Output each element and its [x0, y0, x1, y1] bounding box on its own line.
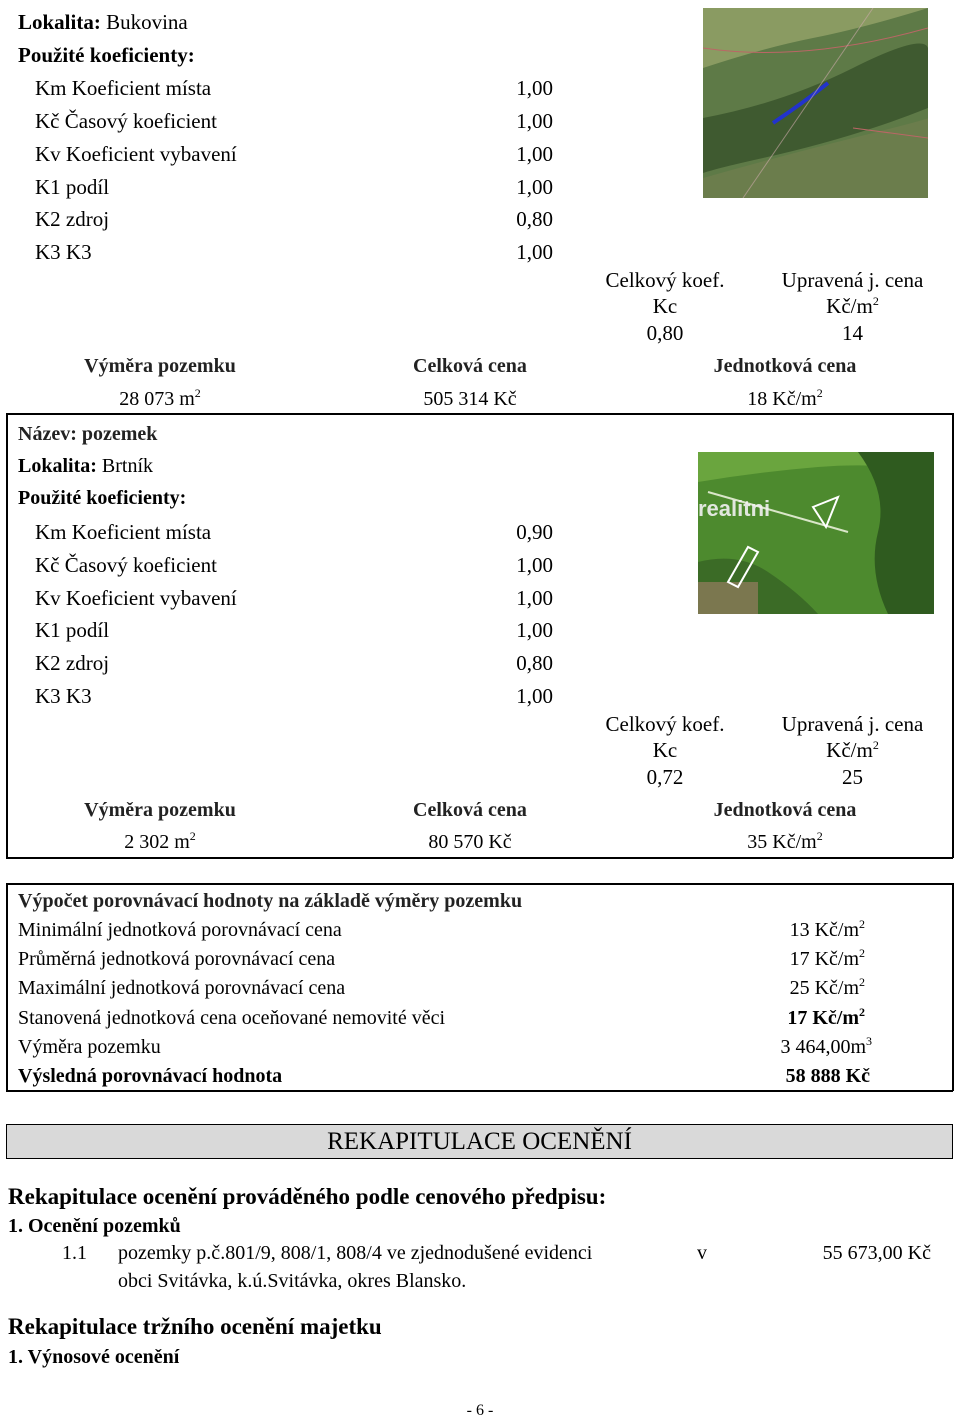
summary-row-label: Stanovená jednotková cena oceňované nemovité věci — [18, 1007, 446, 1029]
value-text: 17 Kč/m — [787, 1007, 859, 1029]
koef-value: 1,00 — [516, 76, 553, 100]
summary-row-value — [660, 948, 865, 971]
koef-name: K1 podíl — [35, 175, 110, 199]
koef-name: Kč Časový koeficient — [35, 109, 217, 133]
koef-name: Kv Koeficient vybavení — [35, 142, 237, 166]
celkovy-koef-value: 0,80 — [646, 321, 684, 345]
block1-bottom-rule — [6, 413, 952, 415]
summary-title: Výpočet porovnávací hodnoty na základě výměry pozemku — [18, 890, 523, 912]
koef-header: Použité koeficienty: — [18, 487, 187, 509]
lokalita-line — [18, 10, 188, 35]
upravena-value: 25 — [842, 765, 863, 789]
sup: 2 — [189, 829, 196, 843]
summary-row-label: Maximální jednotková porovnávací cena — [18, 977, 346, 999]
lokalita-label: Lokalita: — [18, 455, 97, 477]
block2-bottom-border — [6, 857, 953, 859]
koef-value: 0,80 — [516, 207, 553, 231]
koef-name: Kč Časový koeficient — [35, 553, 217, 577]
upravena-unit-text: Kč/m — [826, 294, 873, 318]
banner-title: REKAPITULACE OCENĚNÍ — [327, 1128, 632, 1155]
sup: 2 — [859, 975, 865, 989]
koef-value: 1,00 — [516, 553, 553, 577]
summary-row-label: Minimální jednotková porovnávací cena — [18, 919, 342, 941]
koef-name: K2 zdroj — [35, 651, 110, 675]
upravena-unit-text: Kč/m — [826, 738, 873, 762]
sup: 2 — [816, 829, 823, 843]
jednotkova-value — [665, 388, 905, 411]
koef-name: K3 K3 — [35, 240, 92, 264]
kc-label: Kc — [652, 294, 678, 318]
lokalita-value: Brtník — [101, 455, 154, 477]
map-watermark: realitni — [698, 496, 771, 521]
summary-row-label: Výměra pozemku — [18, 1036, 161, 1058]
jednotkova-value — [665, 831, 905, 854]
kc-label: Kc — [652, 738, 678, 762]
upravena-label: Upravená j. cena — [781, 268, 924, 292]
summary-right-border — [952, 883, 954, 1091]
item-number: 1.1 — [62, 1242, 87, 1264]
upravena-unit — [760, 738, 945, 763]
jednotkova-label: Jednotková cena — [713, 799, 857, 821]
sup: 2 — [194, 386, 201, 400]
jednotkova-value-text: 18 Kč/m — [747, 388, 817, 410]
sup: 2 — [872, 294, 879, 308]
upravena-value: 14 — [842, 321, 863, 345]
summary-row-label: Výsledná porovnávací hodnota — [18, 1065, 283, 1087]
page-number: - 6 - — [466, 1402, 494, 1419]
celkova-label: Celková cena — [413, 799, 527, 821]
koef-value: 1,00 — [516, 175, 553, 199]
heading-cenovy-predpis: Rekapitulace ocenění prováděného podle cenového předpisu: — [8, 1184, 607, 1209]
celkovy-koef-label: Celkový koef. — [605, 712, 725, 736]
summary-top-border — [6, 883, 953, 885]
summary-row-value — [660, 1007, 865, 1030]
summary-row-label: Průměrná jednotková porovnávací cena — [18, 948, 336, 970]
summary-row-value — [660, 1065, 870, 1088]
item-value: 55 673,00 Kč — [822, 1242, 931, 1264]
value-text: 17 Kč/m — [789, 948, 859, 970]
vymera-value — [40, 388, 280, 411]
sup: 2 — [872, 738, 879, 752]
map-image-brtnik — [698, 452, 934, 614]
vymera-value — [40, 831, 280, 854]
sup: 2 — [859, 917, 865, 931]
upravena-unit — [760, 294, 945, 319]
section-oceneni-pozemku: 1. Ocenění pozemků — [8, 1215, 181, 1237]
item-text-line1: pozemky p.č.801/9, 808/1, 808/4 ve zjednodušené evidenci — [118, 1242, 593, 1264]
koef-header: Použité koeficienty: — [18, 43, 195, 67]
koef-name: K2 zdroj — [35, 207, 110, 231]
vymera-label: Výměra pozemku — [84, 799, 236, 821]
jednotkova-value-text: 35 Kč/m — [747, 831, 817, 853]
summary-row-value — [660, 977, 865, 1000]
map-image-bukovina — [703, 8, 928, 198]
lokalita-line — [18, 455, 153, 478]
value-text: 25 Kč/m — [789, 977, 859, 999]
nazev: Název: pozemek — [18, 423, 158, 445]
jednotkova-label: Jednotková cena — [713, 355, 857, 377]
summary-row-value — [660, 919, 865, 942]
value-text: 13 Kč/m — [789, 919, 859, 941]
summary-row-value — [660, 1036, 872, 1059]
vymera-value-text: 28 073 m — [119, 388, 195, 410]
item-text-v: v — [697, 1242, 707, 1264]
value-text: 3 464,00m — [780, 1036, 866, 1058]
koef-name: K3 K3 — [35, 684, 92, 708]
value-text: 58 888 Kč — [785, 1065, 870, 1087]
sup: 2 — [859, 946, 865, 960]
sup: 2 — [816, 386, 823, 400]
map-satellite-graphic — [703, 8, 928, 198]
koef-value: 0,90 — [516, 520, 553, 544]
koef-name: Km Koeficient místa — [35, 520, 212, 544]
heading-trzni-oceneni: Rekapitulace tržního ocenění majetku — [8, 1314, 382, 1339]
section-vynosove-oceneni: 1. Výnosové ocenění — [8, 1346, 180, 1368]
block2-left-border — [6, 413, 8, 858]
summary-bottom-border — [6, 1090, 953, 1092]
celkovy-koef-value: 0,72 — [646, 765, 684, 789]
celkova-value: 505 314 Kč — [423, 388, 517, 410]
sup: 3 — [866, 1034, 872, 1048]
koef-name: Km Koeficient místa — [35, 76, 212, 100]
lokalita-label: Lokalita: — [18, 10, 101, 34]
koef-value: 1,00 — [516, 684, 553, 708]
koef-value: 1,00 — [516, 618, 553, 642]
koef-name: K1 podíl — [35, 618, 110, 642]
koef-value: 0,80 — [516, 651, 553, 675]
koef-value: 1,00 — [516, 109, 553, 133]
item-text-line2: obci Svitávka, k.ú.Svitávka, okres Blansko. — [118, 1270, 467, 1292]
rekapitulace-banner — [6, 1124, 953, 1159]
celkova-label: Celková cena — [413, 355, 527, 377]
summary-left-border — [6, 883, 8, 1091]
upravena-label: Upravená j. cena — [781, 712, 924, 736]
lokalita-value: Bukovina — [106, 10, 188, 34]
celkova-value: 80 570 Kč — [428, 831, 512, 853]
block2-right-border — [952, 413, 954, 858]
map-satellite-graphic — [698, 452, 934, 614]
koef-value: 1,00 — [516, 142, 553, 166]
sup: 2 — [859, 1005, 865, 1019]
koef-value: 1,00 — [516, 586, 553, 610]
celkovy-koef-label: Celkový koef. — [605, 268, 725, 292]
vymera-label: Výměra pozemku — [84, 355, 236, 377]
vymera-value-text: 2 302 m — [124, 831, 190, 853]
koef-value: 1,00 — [516, 240, 553, 264]
koef-name: Kv Koeficient vybavení — [35, 586, 237, 610]
